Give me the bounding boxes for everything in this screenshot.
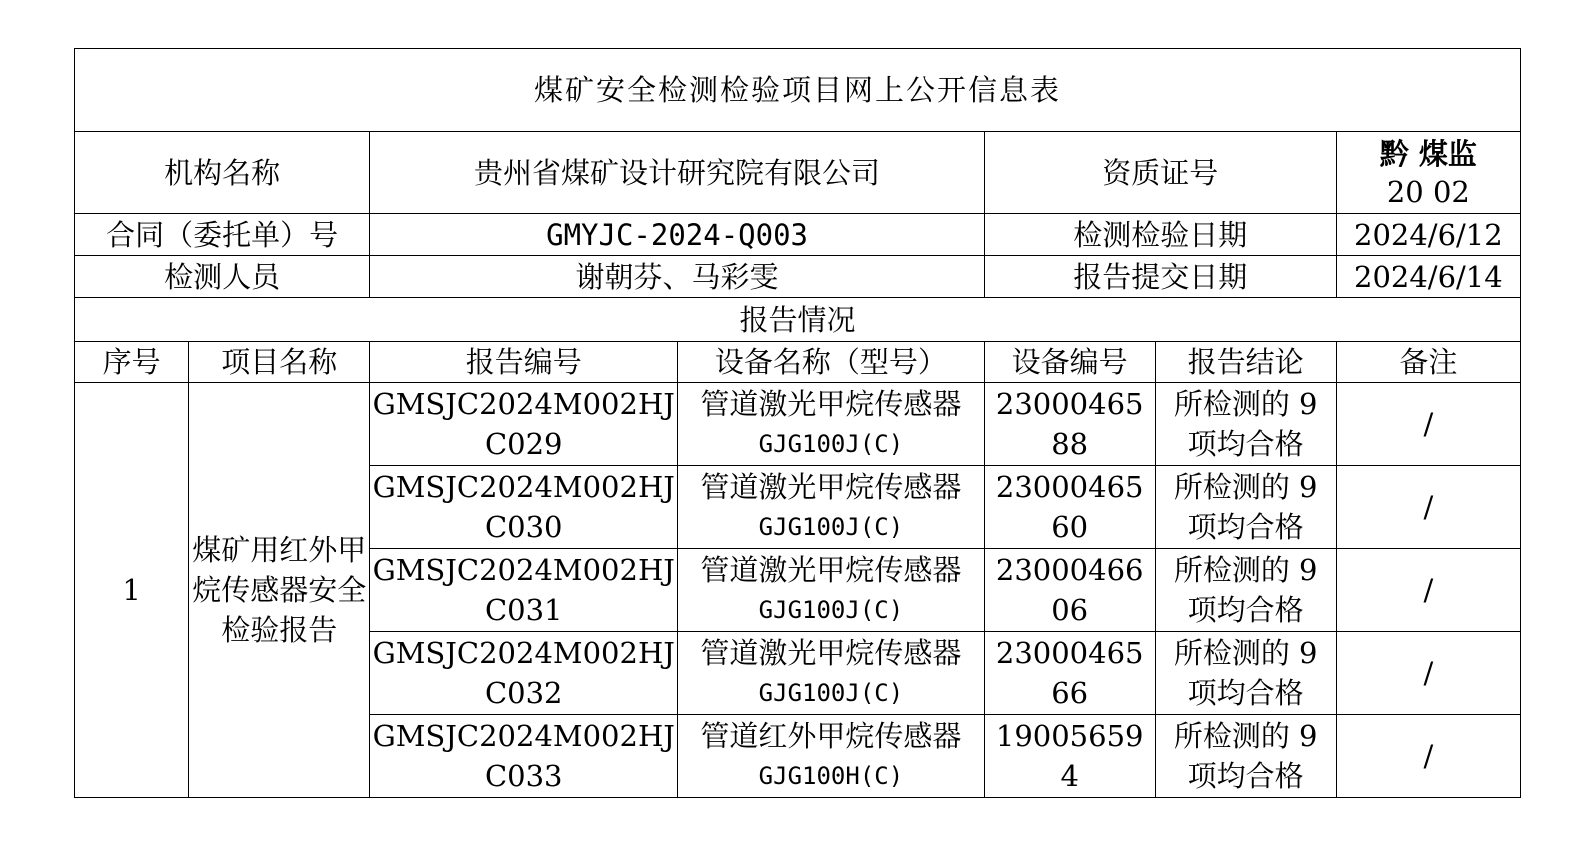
page-title: 煤矿安全检测检验项目网上公开信息表 bbox=[75, 49, 1521, 132]
submit-date-label: 报告提交日期 bbox=[984, 256, 1336, 298]
cert-value-line1: 黔 煤监 bbox=[1379, 136, 1477, 171]
conclusion-cell: 所检测的 9 项均合格 bbox=[1155, 466, 1336, 549]
project-name-cell: 煤矿用红外甲烷传感器安全检验报告 bbox=[189, 383, 370, 798]
device-name-text: 管道激光甲烷传感器 bbox=[700, 553, 962, 587]
header-seq: 序号 bbox=[75, 342, 189, 383]
device-no-cell: 2300046560 bbox=[984, 466, 1155, 549]
cert-value-line2: 20 02 bbox=[1386, 174, 1470, 209]
org-label: 机构名称 bbox=[75, 132, 370, 214]
remark-cell: / bbox=[1336, 466, 1520, 549]
inspection-date-value: 2024/6/12 bbox=[1336, 214, 1520, 256]
device-name-text: 管道红外甲烷传感器 bbox=[700, 719, 962, 753]
submit-date-value: 2024/6/14 bbox=[1336, 256, 1520, 298]
header-device-name: 设备名称（型号） bbox=[678, 342, 985, 383]
report-no-cell: GMSJC2024M002HJC033 bbox=[370, 715, 678, 798]
remark-cell: / bbox=[1336, 715, 1520, 798]
header-conclusion: 报告结论 bbox=[1155, 342, 1336, 383]
device-name-cell bbox=[678, 715, 985, 798]
staff-value: 谢朝芬、马彩雯 bbox=[370, 256, 984, 298]
seq-cell: 1 bbox=[75, 383, 189, 798]
device-model-text: GJG100J(C) bbox=[758, 596, 904, 624]
inspection-date-label: 检测检验日期 bbox=[984, 214, 1336, 256]
header-remark: 备注 bbox=[1336, 342, 1520, 383]
report-no-cell: GMSJC2024M002HJC032 bbox=[370, 632, 678, 715]
cert-label: 资质证号 bbox=[984, 132, 1336, 214]
info-table bbox=[74, 48, 1521, 798]
device-no-cell: 2300046606 bbox=[984, 549, 1155, 632]
device-no-cell: 2300046588 bbox=[984, 383, 1155, 466]
header-project: 项目名称 bbox=[189, 342, 370, 383]
device-model-text: GJG100J(C) bbox=[758, 430, 904, 458]
device-name-text: 管道激光甲烷传感器 bbox=[700, 387, 962, 421]
header-device-no: 设备编号 bbox=[984, 342, 1155, 383]
device-model-text: GJG100J(C) bbox=[758, 513, 904, 541]
header-report-no: 报告编号 bbox=[370, 342, 678, 383]
remark-cell: / bbox=[1336, 383, 1520, 466]
staff-label: 检测人员 bbox=[75, 256, 370, 298]
device-name-cell bbox=[678, 549, 985, 632]
report-no-cell: GMSJC2024M002HJC030 bbox=[370, 466, 678, 549]
device-name-text: 管道激光甲烷传感器 bbox=[700, 470, 962, 504]
conclusion-cell: 所检测的 9 项均合格 bbox=[1155, 715, 1336, 798]
conclusion-cell: 所检测的 9 项均合格 bbox=[1155, 383, 1336, 466]
device-name-cell bbox=[678, 466, 985, 549]
device-model-text: GJG100J(C) bbox=[758, 679, 904, 707]
device-name-text: 管道激光甲烷传感器 bbox=[700, 636, 962, 670]
cert-value bbox=[1336, 132, 1520, 214]
device-model-text: GJG100H(C) bbox=[758, 762, 904, 790]
remark-cell: / bbox=[1336, 549, 1520, 632]
conclusion-cell: 所检测的 9 项均合格 bbox=[1155, 549, 1336, 632]
section-title: 报告情况 bbox=[75, 298, 1521, 342]
contract-value: GMYJC-2024-Q003 bbox=[370, 214, 984, 256]
report-no-cell: GMSJC2024M002HJC031 bbox=[370, 549, 678, 632]
device-name-cell bbox=[678, 383, 985, 466]
report-no-cell: GMSJC2024M002HJC029 bbox=[370, 383, 678, 466]
org-value: 贵州省煤矿设计研究院有限公司 bbox=[370, 132, 984, 214]
contract-label: 合同（委托单）号 bbox=[75, 214, 370, 256]
device-no-cell: 2300046566 bbox=[984, 632, 1155, 715]
remark-cell: / bbox=[1336, 632, 1520, 715]
table-row bbox=[75, 383, 1521, 466]
device-no-cell: 190056594 bbox=[984, 715, 1155, 798]
conclusion-cell: 所检测的 9 项均合格 bbox=[1155, 632, 1336, 715]
device-name-cell bbox=[678, 632, 985, 715]
